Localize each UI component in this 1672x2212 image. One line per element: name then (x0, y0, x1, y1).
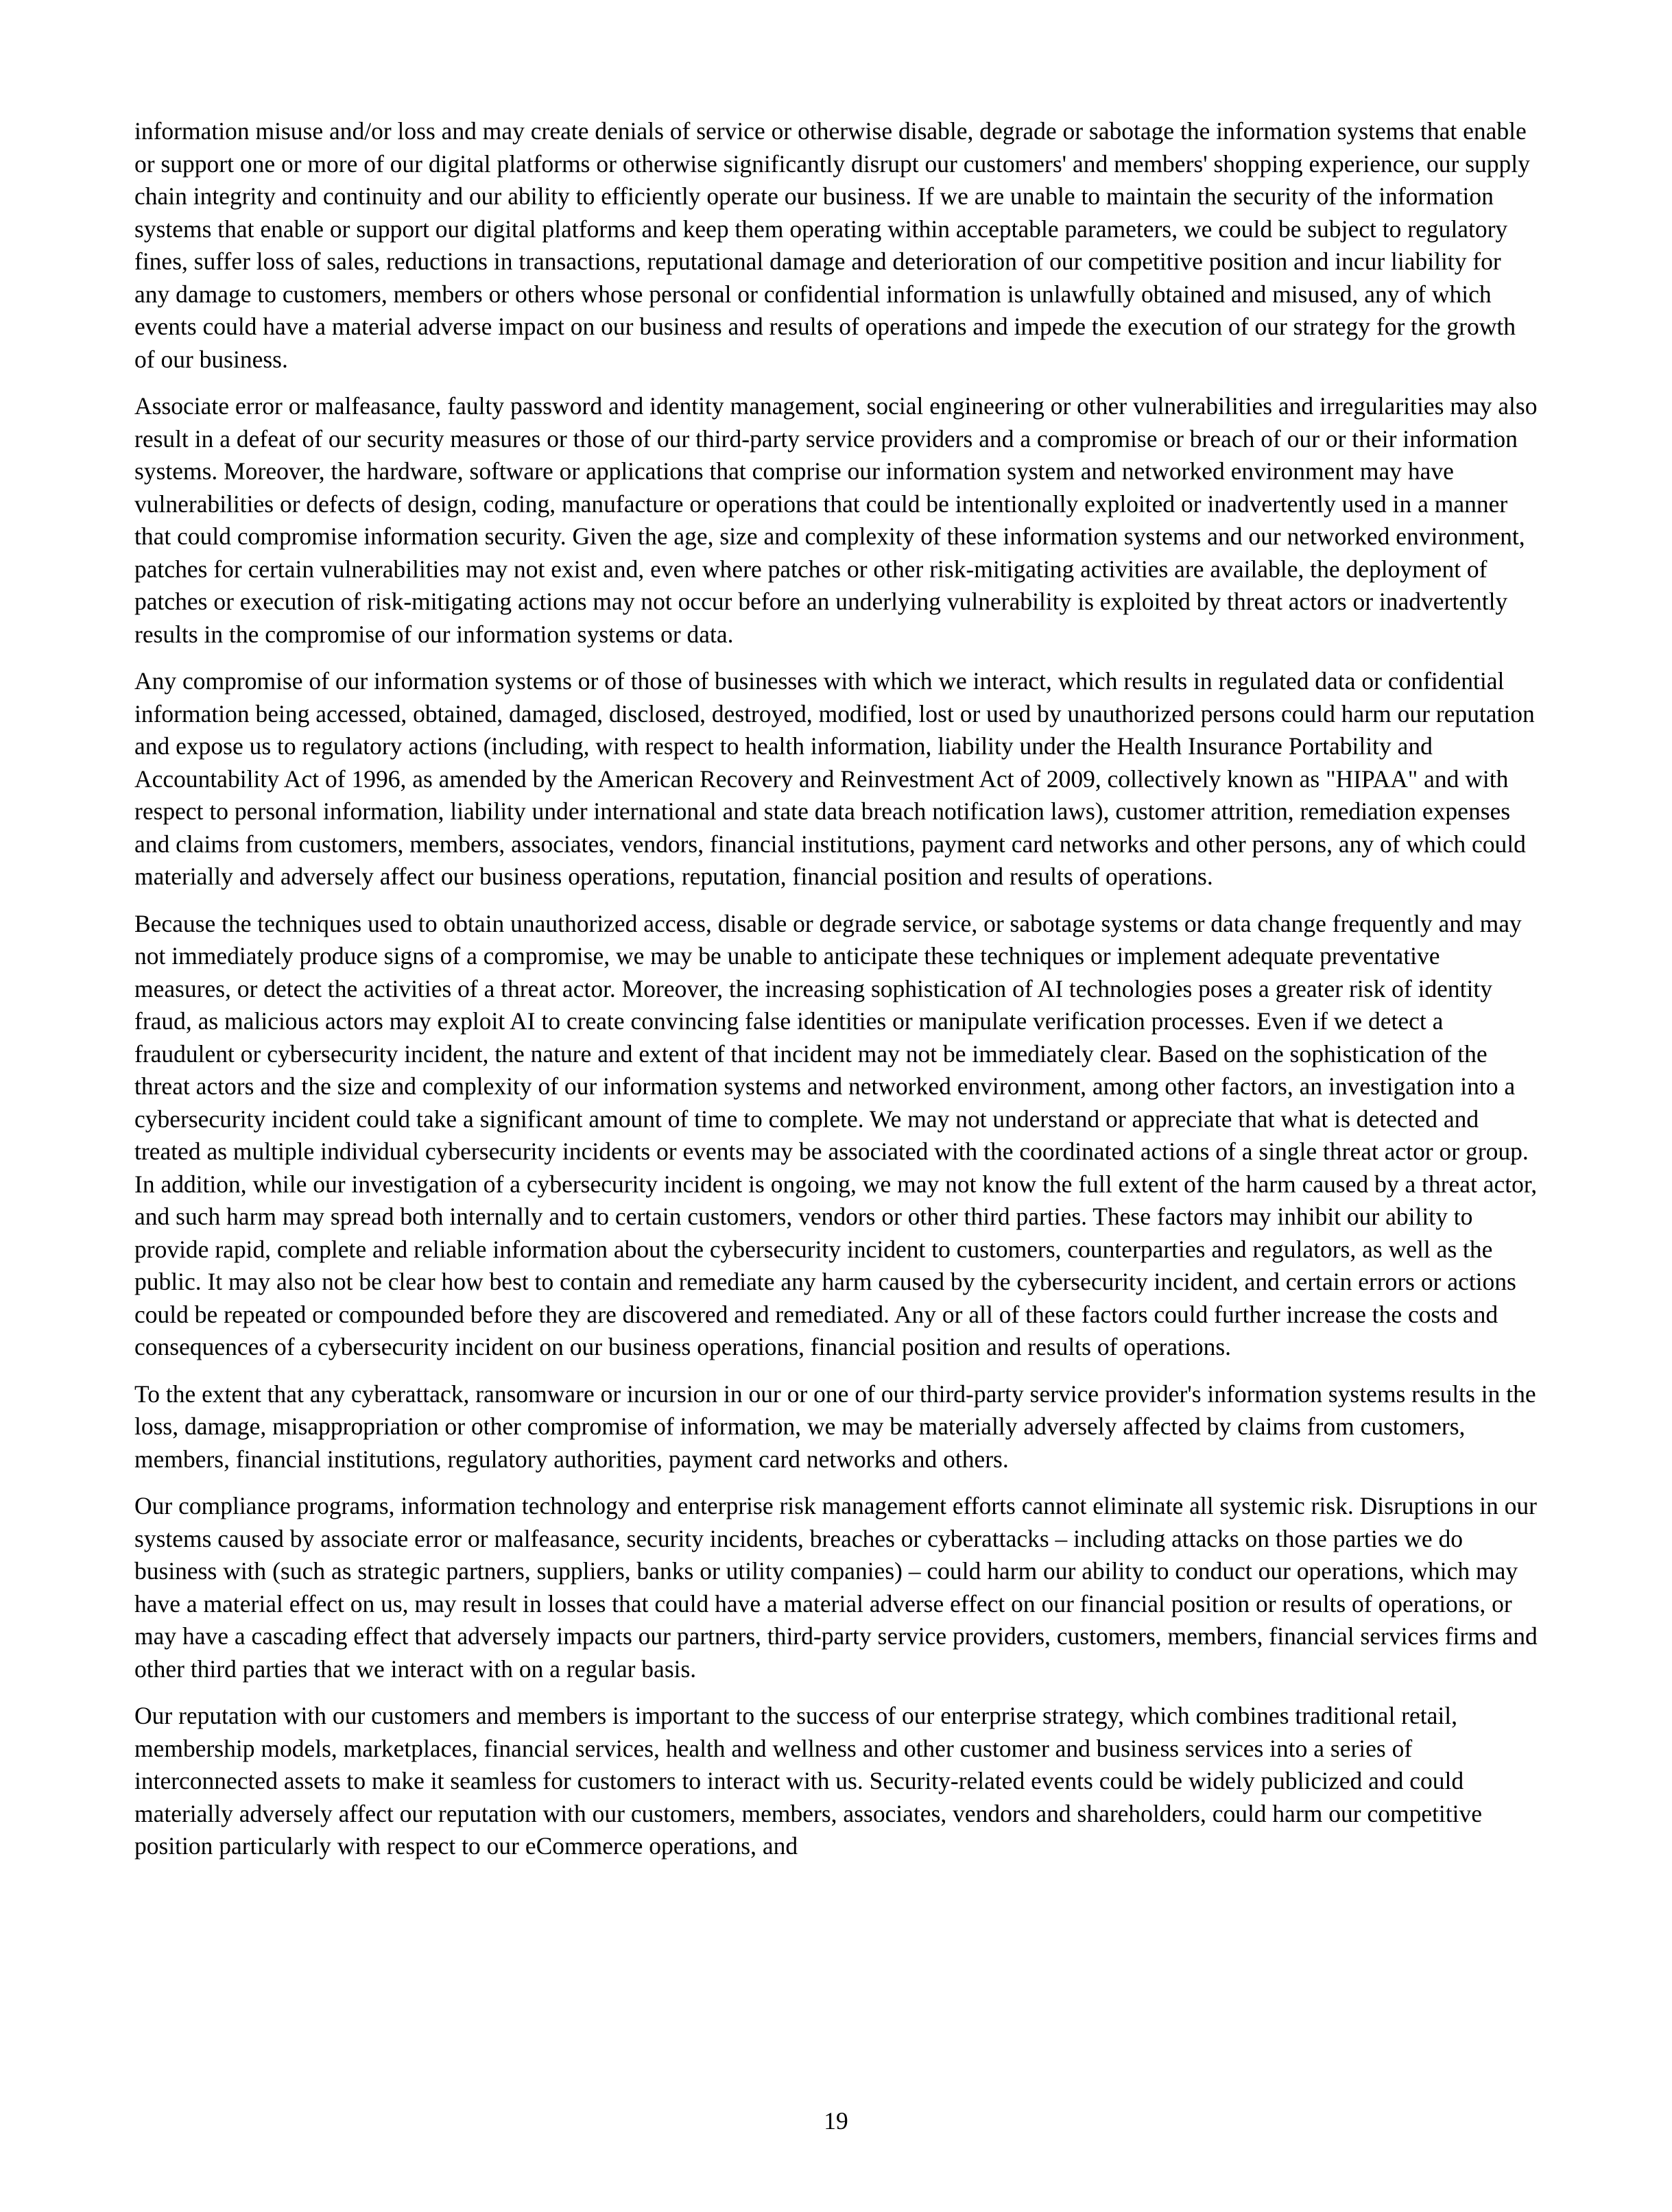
paragraph-compliance-programs: Our compliance programs, information technology and enterprise risk management efforts cannot eliminate all systemic risk. Disruptions in our systems caused by associate error or malfeasance, security incidents, breaches or cyberattacks – including attacks on those parties we do business with (such as strategic partners, suppliers, banks or utility companies) – could harm our ability to conduct our operations, which may have a material effect on us, may result in losses that could have a material adverse effect on our financial position or results of operations, or may have a cascading effect that adversely impacts our partners, third-party service providers, customers, members, financial services firms and other third parties that we interact with on a regular basis. (134, 1492, 1538, 1683)
paragraph-cyberattack-claims: To the extent that any cyberattack, ransomware or incursion in our or one of our third-party service provider's information systems results in the loss, damage, misappropriation or other compromise of information, we may be materially adversely affected by claims from customers, members, financial institutions, regulatory authorities, payment card networks and others. (134, 1380, 1536, 1473)
paragraph-attack-techniques: Because the techniques used to obtain unauthorized access, disable or degrade service, or sabotage systems or data change frequently and may not immediately produce signs of a compromise, we may be unable to anticipate these techniques or implement adequate preventative measures, or detect the activities of a threat actor. Moreover, the increasing sophistication of AI technologies poses a greater risk of identity fraud, as malicious actors may exploit AI to create convincing false identities or manipulate verification processes. Even if we detect a fraudulent or cybersecurity incident, the nature and extent of that incident may not be immediately clear. Based on the sophistication of the threat actors and the size and complexity of our information systems and networked environment, among other factors, an investigation into a cybersecurity incident could take a significant amount of time to complete. We may not understand or appreciate that what is detected and treated as multiple individual cybersecurity incidents or events may be associated with the coordinated actions of a single threat actor or group. In addition, while our investigation of a cybersecurity incident is ongoing, we may not know the full extent of the harm caused by a threat actor, and such harm may spread both internally and to certain customers, vendors or other third parties. These factors may inhibit our ability to provide rapid, complete and reliable information about the cybersecurity incident to customers, counterparties and regulators, as well as the public. It may also not be clear how best to contain and remediate any harm caused by the cybersecurity incident, and certain errors or actions could be repeated or compounded before they are discovered and remediated. Any or all of these factors could further increase the costs and consequences of a cybersecurity incident on our business operations, financial position and results of operations. (134, 909, 1538, 1360)
paragraph-associate-error: Associate error or malfeasance, faulty password and identity management, social engineering or other vulnerabilities and irregularities may also result in a defeat of our security measures or those of our third-party service providers and a compromise or breach of our or their information systems. Moreover, the hardware, software or applications that comprise our information system and networked environment may have vulnerabilities or defects of design, coding, manufacture or operations that could be intentionally exploited or inadvertently used in a manner that could compromise information security. Given the age, size and complexity of these information systems and our networked environment, patches for certain vulnerabilities may not exist and, even where patches or other risk-mitigating activities are available, the deployment of patches or execution of risk-mitigating actions may not occur before an underlying vulnerability is exploited by threat actors or inadvertently results in the compromise of our information systems or data. (134, 392, 1538, 648)
document-body (134, 115, 1540, 1877)
page-number: 19 (824, 2107, 848, 2135)
paragraph-information-misuse: information misuse and/or loss and may create denials of service or otherwise disable, degrade or sabotage the information systems that enable or support one or more of our digital platforms or otherwise significantly disrupt our customers' and members' shopping experience, our supply chain integrity and continuity and our ability to efficiently operate our business. If we are unable to maintain the security of the information systems that enable or support our digital platforms and keep them operating within acceptable parameters, we could be subject to regulatory fines, suffer loss of sales, reductions in transactions, reputational damage and deterioration of our competitive position and incur liability for any damage to customers, members or others whose personal or confidential information is unlawfully obtained and misused, any of which events could have a material adverse impact on our business and results of operations and impede the execution of our strategy for the growth of our business. (134, 117, 1530, 373)
paragraph-reputation: Our reputation with our customers and members is important to the success of our enterprise strategy, which combines traditional retail, membership models, marketplaces, financial services, health and wellness and other customer and business services into a series of interconnected assets to make it seamless for customers to interact with us. Security-related events could be widely publicized and could materially adversely affect our reputation with our customers, members, associates, vendors and shareholders, could harm our competitive position particularly with respect to our eCommerce operations, and (134, 1702, 1483, 1860)
paragraph-information-compromise: Any compromise of our information systems or of those of businesses with which we interact, which results in regulated data or confidential information being accessed, obtained, damaged, disclosed, destroyed, modified, lost or used by unauthorized persons could harm our reputation and expose us to regulatory actions (including, with respect to health information, liability under the Health Insurance Portability and Accountability Act of 1996, as amended by the American Recovery and Reinvestment Act of 2009, collectively known as "HIPAA" and with respect to personal information, liability under international and state data breach notification laws), customer attrition, remediation expenses and claims from customers, members, associates, vendors, financial institutions, payment card networks and other persons, any of which could materially and adversely affect our business operations, reputation, financial position and results of operations. (134, 667, 1535, 890)
